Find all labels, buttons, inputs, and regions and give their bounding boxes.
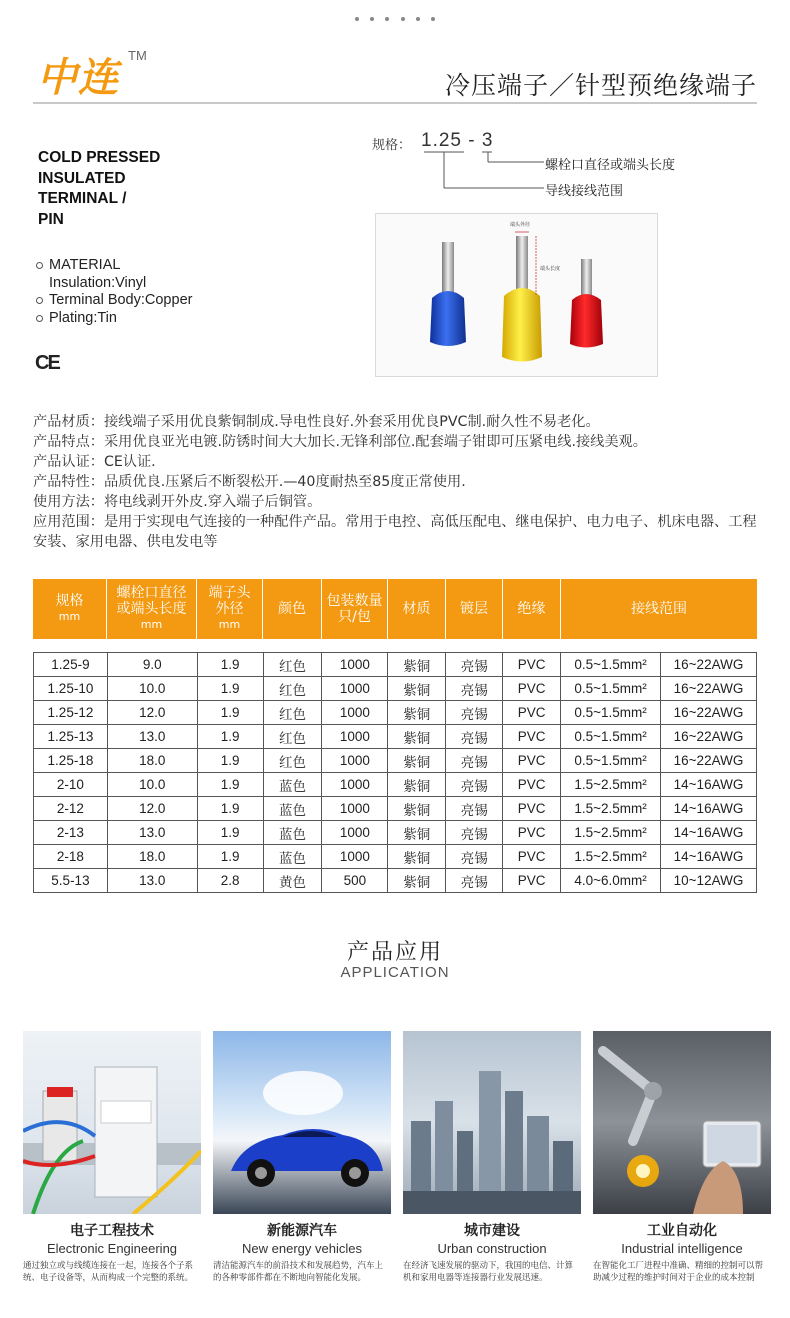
table-cell: 0.5~1.5mm²	[561, 701, 661, 725]
spec-code: 1.25 - 3	[421, 130, 494, 151]
card-text: 通过独立或与线缆连接在一起，连接各个子系统、电子设备等，从而构成一个完整的系统。	[23, 1261, 194, 1283]
table-cell: 紫铜	[388, 845, 446, 869]
pin-terminals-illustration	[376, 214, 657, 376]
table-cell: 16~22AWG	[661, 653, 757, 677]
card-title-zh: 新能源汽车	[267, 1223, 337, 1239]
hubcap	[255, 1167, 267, 1179]
table-cell: 红色	[263, 653, 322, 677]
desc-material: 产品材质：接线端子采用优良紫铜制成.导电性良好.外套采用优良PVC制.耐久性不易老化。	[33, 414, 600, 430]
header-main: 接线范围	[631, 601, 687, 617]
desc-certification: 产品认证：CE认证.	[33, 454, 156, 470]
header-main: 包装数量 只/包	[326, 593, 383, 625]
header-cell	[446, 579, 503, 639]
table-row	[34, 701, 757, 725]
application-title: 产品应用	[346, 940, 443, 965]
hubcap	[349, 1167, 361, 1179]
table-cell: PVC	[503, 845, 561, 869]
header-unit: mm	[58, 610, 81, 623]
desc-usage: 使用方法：将电线剥开外皮.穿入端子后铜管。	[33, 494, 322, 510]
card-title-en: Industrial intelligence	[621, 1241, 743, 1256]
application-card-electronic	[23, 1031, 201, 1284]
header-main: 材质	[402, 601, 431, 617]
header-cell	[561, 579, 757, 639]
table-row	[34, 725, 757, 749]
table-cell: 紫铜	[388, 677, 446, 701]
table-row	[34, 677, 757, 701]
blue-pin-metal	[442, 242, 454, 297]
title-line: COLD PRESSED	[38, 149, 161, 166]
vehicle-image	[213, 1031, 391, 1214]
top-dots-decoration	[355, 17, 435, 21]
table-row	[34, 821, 757, 845]
card-text: 清洁能源汽车的前沿技术和发展趋势，汽车上的各种零部件都在不断地向智能化发展。	[213, 1261, 384, 1283]
table-cell: 紫铜	[388, 869, 446, 893]
spec-insulation: Insulation:Vinyl	[49, 274, 147, 291]
sun-glow	[263, 1071, 343, 1115]
table-cell: 12.0	[107, 701, 197, 725]
skyline-illustration	[403, 1031, 581, 1214]
header-cell	[503, 579, 561, 639]
length-label: 端头长度	[540, 266, 561, 272]
annotation-bolt-diameter: 螺栓口直径或端头长度	[545, 158, 676, 173]
title-line: INSULATED	[38, 169, 126, 187]
tablet-screen	[707, 1125, 757, 1163]
red-pin-metal	[581, 259, 592, 299]
table-cell: 亮锡	[446, 725, 503, 749]
table-cell: 0.5~1.5mm²	[561, 653, 661, 677]
table-cell: PVC	[503, 869, 561, 893]
breaker-switch	[47, 1087, 73, 1097]
table-cell: 红色	[263, 701, 322, 725]
header-cell	[322, 579, 388, 639]
table-cell: 1.9	[197, 773, 263, 797]
outer-diameter-label: 端头外径	[510, 222, 531, 228]
annotation-wire-range: 导线接线范围	[545, 184, 624, 199]
table-cell: 14~16AWG	[661, 797, 757, 821]
table-cell: 9.0	[107, 653, 197, 677]
table-cell: 13.0	[107, 725, 197, 749]
table-cell: 10.0	[107, 677, 197, 701]
spark-core	[636, 1164, 650, 1178]
spec-label: 规格：	[372, 138, 412, 153]
spec-leader-lines	[420, 150, 550, 195]
title-line: PIN	[38, 210, 64, 228]
header-main: 螺栓口直径 或端头长度	[116, 585, 187, 617]
table-cell: 1.9	[197, 821, 263, 845]
ce-certification-mark: CE	[35, 352, 59, 374]
application-card-vehicles	[213, 1031, 391, 1284]
desc-features: 产品特点：采用优良亚光电镀.防锈时间大大加长.无锋利部位.配套端子钳即可压紧电线.接线美观。	[33, 434, 647, 450]
table-cell: 1.9	[197, 797, 263, 821]
table-cell: 亮锡	[446, 677, 503, 701]
material-label: MATERIAL	[49, 257, 121, 273]
table-cell: 1.25-12	[34, 701, 108, 725]
table-cell: PVC	[503, 821, 561, 845]
table-cell: 500	[322, 869, 388, 893]
table-cell: 亮锡	[446, 749, 503, 773]
table-cell: 14~16AWG	[661, 821, 757, 845]
table-row	[34, 869, 757, 893]
header-divider	[33, 102, 757, 104]
table-cell: 亮锡	[446, 653, 503, 677]
din-rail-illustration	[23, 1031, 201, 1214]
table-row	[34, 845, 757, 869]
table-cell: 2-18	[34, 845, 108, 869]
header-cell	[107, 579, 197, 639]
table-cell: 紫铜	[388, 725, 446, 749]
industrial-image	[593, 1031, 771, 1214]
table-cell: 1.25-10	[34, 677, 108, 701]
table-cell: 1.5~2.5mm²	[561, 845, 661, 869]
table-cell: 2.8	[197, 869, 263, 893]
module-label	[101, 1101, 151, 1123]
yellow-terminal	[502, 288, 542, 362]
table-cell: 0.5~1.5mm²	[561, 725, 661, 749]
blue-terminal	[430, 291, 466, 346]
spec-table-header	[33, 579, 757, 639]
table-cell: 亮锡	[446, 869, 503, 893]
product-english-title	[38, 148, 238, 230]
brand-logo: 中连	[37, 55, 119, 101]
table-cell: 18.0	[107, 749, 197, 773]
table-cell: 紫铜	[388, 821, 446, 845]
table-cell: 1000	[322, 797, 388, 821]
table-cell: 16~22AWG	[661, 677, 757, 701]
robot-arm	[603, 1051, 653, 1141]
header-unit: mm	[140, 618, 163, 631]
table-cell: 16~22AWG	[661, 701, 757, 725]
table-cell: 10~12AWG	[661, 869, 757, 893]
table-cell: 红色	[263, 725, 322, 749]
trademark-mark: TM	[128, 48, 147, 63]
ground	[403, 1191, 581, 1214]
table-cell: 亮锡	[446, 845, 503, 869]
table-cell: 4.0~6.0mm²	[561, 869, 661, 893]
table-cell: 蓝色	[263, 797, 322, 821]
table-cell: 16~22AWG	[661, 749, 757, 773]
table-cell: 1.25-18	[34, 749, 108, 773]
table-cell: 紫铜	[388, 773, 446, 797]
table-cell: 1000	[322, 677, 388, 701]
city-image	[403, 1031, 581, 1214]
red-terminal	[570, 294, 603, 348]
table-cell: 5.5-13	[34, 869, 108, 893]
card-title-zh: 城市建设	[464, 1223, 520, 1239]
table-cell: 16~22AWG	[661, 725, 757, 749]
page-title: 冷压端子／针型预绝缘端子	[444, 71, 757, 100]
table-cell: PVC	[503, 725, 561, 749]
desc-properties: 产品特性：品质优良.压紧后不断裂松开.—40度耐热至85度正常使用.	[33, 474, 466, 490]
robot-arm-illustration	[593, 1031, 771, 1214]
table-cell: 0.5~1.5mm²	[561, 749, 661, 773]
bullet-icon	[36, 315, 43, 322]
sports-car-illustration	[213, 1031, 391, 1214]
card-title-zh: 工业自动化	[647, 1223, 717, 1239]
header-main: 镀层	[460, 601, 488, 617]
product-description	[33, 412, 763, 552]
table-cell: 1000	[322, 845, 388, 869]
table-row	[34, 749, 757, 773]
table-cell: 1.25-13	[34, 725, 108, 749]
table-cell: 12.0	[107, 797, 197, 821]
header-main: 绝缘	[517, 601, 546, 617]
card-title-en: Electronic Engineering	[46, 1241, 178, 1256]
header-unit: mm	[218, 618, 241, 631]
application-subtitle: APPLICATION	[340, 964, 450, 981]
card-text: 在智能化工厂进程中准确、精细的控制可以帮助减少过程的维护时间对于企业的成本控制	[593, 1261, 764, 1283]
table-cell: 14~16AWG	[661, 845, 757, 869]
table-cell: 1000	[322, 725, 388, 749]
table-cell: 亮锡	[446, 821, 503, 845]
table-cell: PVC	[503, 701, 561, 725]
table-cell: 亮锡	[446, 773, 503, 797]
table-cell: 黄色	[263, 869, 322, 893]
card-title-en: New energy vehicles	[242, 1241, 362, 1256]
table-cell: 1.5~2.5mm²	[561, 797, 661, 821]
table-cell: 1.9	[197, 725, 263, 749]
header-cell	[388, 579, 446, 639]
material-spec-list	[36, 257, 192, 327]
table-cell: 10.0	[107, 773, 197, 797]
header-cell	[197, 579, 263, 639]
table-cell: 1.9	[197, 845, 263, 869]
table-cell: 红色	[263, 749, 322, 773]
table-cell: 2-10	[34, 773, 108, 797]
header-main: 端子头 外径	[208, 585, 251, 617]
table-cell: 亮锡	[446, 797, 503, 821]
electronic-image	[23, 1031, 201, 1214]
table-cell: 紫铜	[388, 701, 446, 725]
table-cell: 紫铜	[388, 653, 446, 677]
table-cell: PVC	[503, 749, 561, 773]
table-cell: 紫铜	[388, 797, 446, 821]
header-main: 规格	[55, 593, 84, 609]
yellow-pin-metal	[516, 236, 528, 296]
table-cell: 1.25-9	[34, 653, 108, 677]
product-photo	[375, 213, 658, 377]
table-cell: 1000	[322, 749, 388, 773]
table-cell: 13.0	[107, 869, 197, 893]
table-cell: 2-13	[34, 821, 108, 845]
card-title-en: Urban construction	[437, 1241, 547, 1256]
table-cell: 1000	[322, 773, 388, 797]
power-module	[95, 1067, 157, 1197]
table-cell: 1.5~2.5mm²	[561, 773, 661, 797]
card-title-zh: 电子工程技术	[70, 1223, 154, 1239]
table-cell: 蓝色	[263, 845, 322, 869]
table-cell: 13.0	[107, 821, 197, 845]
table-cell: PVC	[503, 773, 561, 797]
table-cell: 1.9	[197, 701, 263, 725]
card-text: 在经济飞速发展的驱动下，我国的电信、计算机和家用电器等连接器行业发展迅速。	[403, 1261, 574, 1283]
table-row	[34, 797, 757, 821]
header-cell	[33, 579, 107, 639]
table-cell: 0.5~1.5mm²	[561, 677, 661, 701]
table-cell: PVC	[503, 797, 561, 821]
table-row	[34, 773, 757, 797]
table-cell: 1000	[322, 701, 388, 725]
table-cell: 1.5~2.5mm²	[561, 821, 661, 845]
application-card-industrial	[593, 1031, 771, 1284]
robot-joint	[644, 1082, 662, 1100]
table-row	[34, 653, 757, 677]
table-cell: PVC	[503, 677, 561, 701]
header-main: 颜色	[278, 601, 306, 617]
table-cell: 红色	[263, 677, 322, 701]
hand	[693, 1161, 743, 1214]
table-cell: 1.9	[197, 653, 263, 677]
bullet-icon	[36, 297, 43, 304]
desc-application: 应用范围：是用于实现电气连接的一种配件产品。常用于电控、高低压配电、继电保护、电力电子、机床电器、工程安装、家用电器、供电发电等	[33, 514, 757, 550]
application-card-urban	[403, 1031, 581, 1284]
spec-plating: Plating:Tin	[49, 309, 117, 326]
application-cards	[23, 1031, 771, 1284]
table-cell: 14~16AWG	[661, 773, 757, 797]
table-cell: 1.9	[197, 677, 263, 701]
header-cell	[263, 579, 322, 639]
table-cell: 紫铜	[388, 749, 446, 773]
table-cell: 蓝色	[263, 773, 322, 797]
table-cell: 18.0	[107, 845, 197, 869]
spec-body: Terminal Body:Copper	[49, 292, 193, 308]
spec-table	[33, 652, 757, 893]
table-cell: 1.9	[197, 749, 263, 773]
table-cell: 1000	[322, 653, 388, 677]
title-line: TERMINAL /	[38, 190, 127, 207]
table-cell: 亮锡	[446, 701, 503, 725]
table-cell: 1000	[322, 821, 388, 845]
table-cell: 蓝色	[263, 821, 322, 845]
table-cell: 2-12	[34, 797, 108, 821]
table-cell: PVC	[503, 653, 561, 677]
bullet-icon	[36, 262, 43, 269]
